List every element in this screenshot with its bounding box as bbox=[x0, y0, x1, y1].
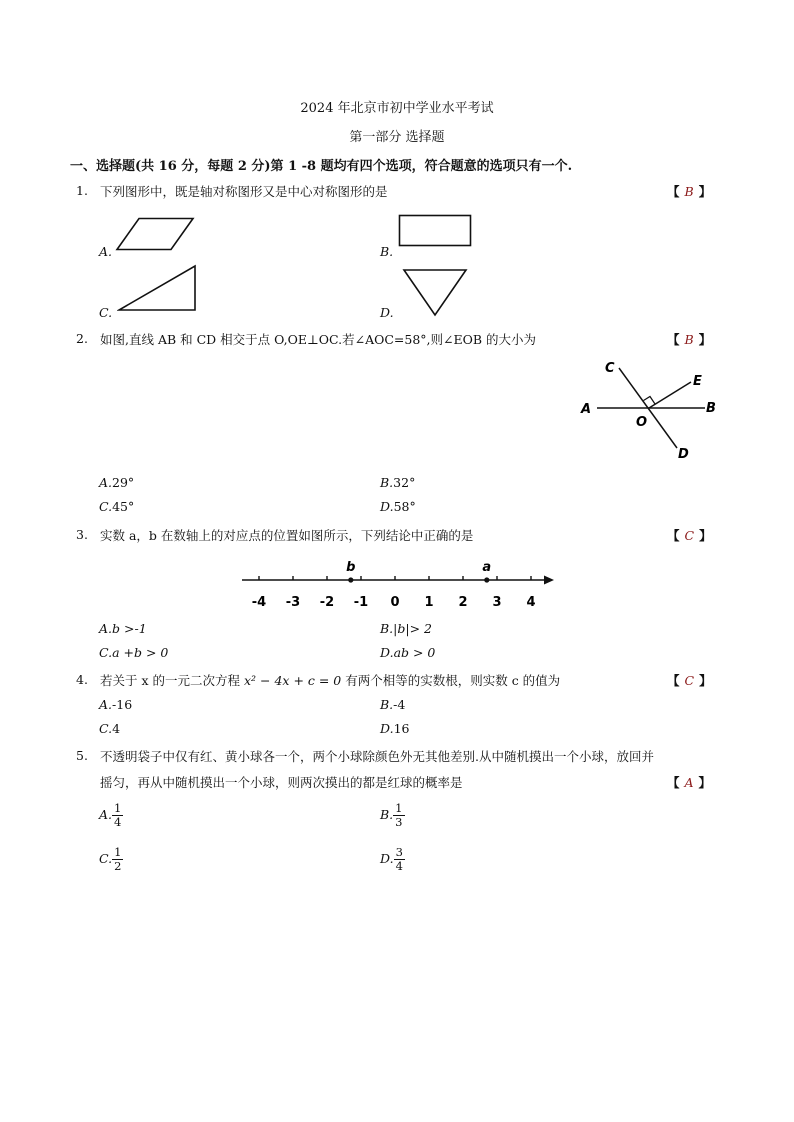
option-d: D.16 bbox=[380, 721, 410, 736]
point-label-a: a bbox=[482, 560, 492, 575]
tick-label: -3 bbox=[285, 595, 301, 610]
number-line-figure bbox=[236, 552, 562, 614]
option-b: B. $\frac{1}{3}$ bbox=[380, 801, 403, 829]
question-text: 如图,直线 AB 和 CD 相交于点 O,OE⊥OC.若∠AOC=58°,则∠EOB 的大小为 bbox=[100, 332, 537, 347]
fraction: $\frac{3}{4}$ bbox=[395, 845, 403, 873]
question-text: 实数 a，b 在数轴上的对应点的位置如图所示，下列结论中正确的是 bbox=[100, 528, 474, 543]
answer-bracket: 【 C 】 bbox=[667, 673, 712, 688]
question-text: 下列图形中，既是轴对称图形又是中心对称图形的是 bbox=[100, 184, 388, 199]
question-text-line-1: 不透明袋子中仅有红、黄小球各一个，两个小球除颜色外无其他差别.从中随机摸出一个小球，放回并 bbox=[100, 749, 654, 764]
tick-label: -2 bbox=[319, 595, 335, 610]
answer-bracket: 【 C 】 bbox=[667, 528, 712, 543]
exam-title: 2024 年北京市初中学业水平考试 bbox=[300, 101, 494, 116]
point-b bbox=[348, 577, 353, 582]
option-c: C.4 bbox=[99, 721, 121, 736]
part-title: 第一部分 选择题 bbox=[349, 130, 445, 145]
option-c: C. $\frac{1}{2}$ bbox=[99, 845, 122, 873]
fraction: $\frac{1}{2}$ bbox=[114, 845, 122, 873]
question-number: 2. bbox=[76, 331, 88, 346]
rectangle-shape bbox=[398, 214, 472, 248]
label-b: B bbox=[706, 401, 716, 416]
tick-label: 3 bbox=[492, 595, 502, 610]
option-d: D. $\frac{3}{4}$ bbox=[380, 845, 403, 873]
option-d-label: D. bbox=[380, 305, 394, 320]
equation: x² − 4x + c = 0 bbox=[243, 673, 342, 688]
question-number: 5. bbox=[76, 748, 88, 763]
label-c: C bbox=[605, 361, 615, 376]
fraction: $\frac{1}{3}$ bbox=[395, 801, 403, 829]
answer-value: C bbox=[684, 528, 695, 543]
question-text: 若关于 x 的一元二次方程 x² − 4x + c = 0 有两个相等的实数根，则实数 c 的值为 bbox=[100, 673, 561, 688]
inverted-triangle-shape bbox=[402, 268, 468, 318]
answer-bracket: 【 B 】 bbox=[667, 184, 712, 199]
label-o: O bbox=[636, 415, 648, 430]
question-text-line-2: 摇匀，再从中随机摸出一个小球，则两次摸出的都是红球的概率是 bbox=[100, 775, 463, 790]
option-b-label: B. bbox=[380, 244, 394, 259]
option-b: B.-4 bbox=[380, 697, 406, 712]
option-a-label: A. bbox=[99, 244, 113, 259]
label-d: D bbox=[678, 447, 689, 462]
question-number: 1. bbox=[76, 183, 88, 198]
option-c: C.a +b > 0 bbox=[99, 645, 169, 660]
tick-label: -1 bbox=[353, 595, 369, 610]
answer-bracket: 【 B 】 bbox=[667, 332, 712, 347]
tick-label: 0 bbox=[390, 595, 400, 610]
parallelogram-shape bbox=[115, 217, 195, 251]
tick-label: 2 bbox=[458, 595, 468, 610]
option-a: A.-16 bbox=[99, 697, 133, 712]
question-number: 4. bbox=[76, 672, 88, 687]
answer-value: A bbox=[684, 775, 694, 790]
tick-label: -4 bbox=[251, 595, 267, 610]
tick-label: 4 bbox=[526, 595, 536, 610]
option-b: B.32° bbox=[380, 475, 416, 490]
option-a: A.29° bbox=[99, 475, 135, 490]
option-a: A.b >-1 bbox=[99, 621, 147, 636]
option-b: B.|b|> 2 bbox=[380, 621, 432, 636]
fraction: $\frac{1}{4}$ bbox=[114, 801, 122, 829]
right-triangle-shape bbox=[117, 264, 197, 312]
question-number: 3. bbox=[76, 527, 88, 542]
option-a: A. $\frac{1}{4}$ bbox=[99, 801, 122, 829]
option-d: D.58° bbox=[380, 499, 416, 514]
tick-label: 1 bbox=[424, 595, 434, 610]
answer-value: C bbox=[684, 673, 695, 688]
intersecting-lines-figure bbox=[575, 354, 725, 466]
option-c-label: C. bbox=[99, 305, 113, 320]
label-a: A bbox=[581, 402, 592, 417]
answer-bracket: 【 A 】 bbox=[667, 775, 712, 790]
point-a bbox=[484, 577, 489, 582]
option-c: C.45° bbox=[99, 499, 135, 514]
section-heading: 一、选择题(共 16 分，每题 2 分)第 1 -8 题均有四个选项，符合题意的选项只有一个. bbox=[70, 159, 573, 174]
label-e: E bbox=[693, 374, 702, 389]
option-d: D.ab > 0 bbox=[380, 645, 436, 660]
point-label-b: b bbox=[346, 560, 356, 575]
answer-value: B bbox=[684, 184, 694, 199]
answer-value: B bbox=[684, 332, 694, 347]
